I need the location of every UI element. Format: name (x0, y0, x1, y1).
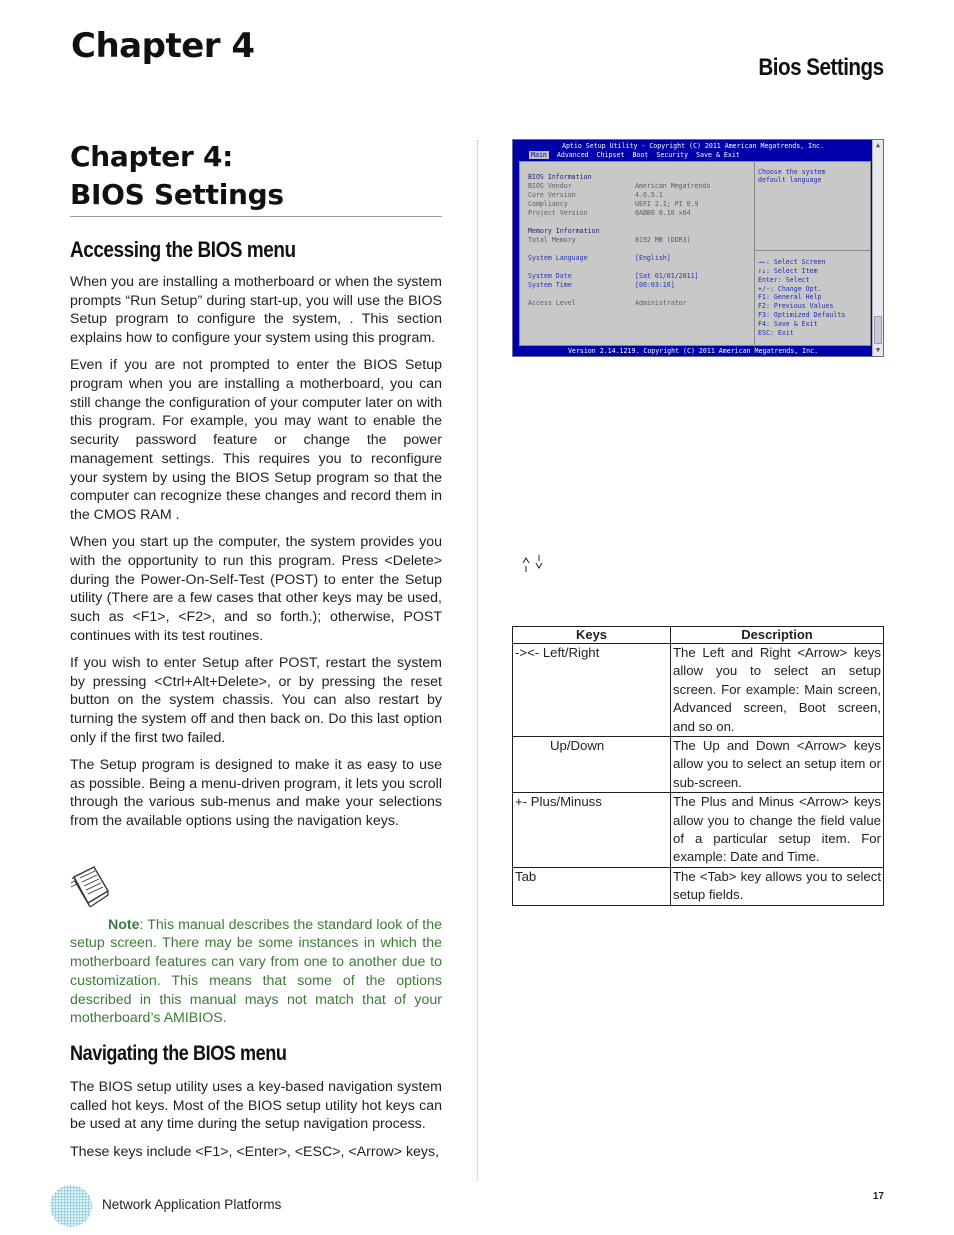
scroll-down-icon: ▼ (875, 346, 881, 354)
table-cell-key: +- Plus/Minuss (513, 793, 671, 868)
heading-accessing-bios: Accessing the BIOS menu (70, 237, 296, 262)
scroll-up-icon: ▲ (875, 141, 881, 149)
chapter-header: Chapter 4 (71, 26, 255, 66)
bios-footer: Version 2.14.1219. Copyright (C) 2011 American Megatrends, Inc. (567, 347, 819, 355)
table-row (513, 644, 884, 737)
bios-setting-label: Access Level (528, 299, 576, 307)
paragraph: If you wish to enter Setup after POST, restart the system by pressing <Ctrl+Alt+Delete>, or by pressing the reset button on the system chassis. You can also restart by turning the system off and then back on. Do this last option only if the first two failed. (70, 654, 442, 746)
bios-menu-advanced: Advanced (556, 151, 589, 159)
table-header-description: Description (671, 627, 884, 644)
bios-setting-label: System Time (528, 281, 572, 289)
bios-setting-value: [Sat 01/01/2011] (635, 272, 699, 280)
keys-table (512, 626, 884, 906)
table-cell-description: The Up and Down <Arrow> keys allow you to select an setup item or sub-screen. (671, 737, 884, 793)
bios-setting-label: System Date (528, 272, 572, 280)
paragraph: The Setup program is designed to make it as easy to use as possible. Being a menu-driven program, it lets you scroll through the various sub-menus and make your selections from the available options using the navigation keys. (70, 756, 442, 829)
up-down-arrows-icon (521, 553, 547, 575)
table-cell-description: The Plus and Minus <Arrow> keys allow you to change the field value of a particular setup item. For example: Date and Time. (671, 793, 884, 868)
heading-navigating-bios: Navigating the BIOS menu (70, 1041, 287, 1065)
bios-help-line: Choose the system (758, 168, 826, 176)
bios-setting-label: BIOS Vendor (528, 182, 572, 190)
bios-menu-security: Security (656, 151, 689, 159)
table-cell-description: The <Tab> key allows you to select setup fields. (671, 867, 884, 905)
company-logo-icon (48, 1183, 94, 1229)
note-label: Note (108, 916, 140, 933)
bios-setting-label: Compliancy (528, 200, 568, 208)
table-header-row (513, 627, 884, 644)
bios-key-item: F4: Save & Exit (758, 319, 818, 328)
section-header: Bios Settings (758, 54, 884, 81)
bios-scrollbar (872, 140, 883, 356)
note-icon (70, 865, 110, 909)
bios-setting-label: Core Version (528, 191, 576, 199)
bios-setting-value: American Megatrends (635, 182, 711, 190)
bios-key-legend (758, 258, 870, 338)
paragraph: The BIOS setup utility uses a key-based navigation system called hot keys. Most of the BIOS setup utility hot keys can be used at any time during the setup navigation process. (70, 1078, 442, 1133)
bios-title: Aptio Setup Utility - Copyright (C) 2011 American Megatrends, Inc. (561, 142, 824, 150)
bios-help-text (758, 168, 868, 184)
bios-screenshot (512, 139, 884, 357)
bios-setting-value: [00:03:16] (635, 281, 675, 289)
note-text (70, 916, 442, 1028)
bios-key-item: ESC: Exit (758, 328, 794, 337)
bios-setting-label: System Language (528, 254, 588, 262)
table-header-keys: Keys (513, 627, 671, 644)
note-body: : This manual describes the standard look of the setup screen. There may be some instances in which the motherboard features can vary from one to another due to customization. This means that some of the options described in this manual mays not match that of your motherboard’s AMIBIOS. (70, 916, 442, 1027)
bios-key-item: F1: General Help (758, 293, 822, 302)
paragraph: When you start up the computer, the system provides you with the opportunity to run this program. Press <Delete> during the Power-On-Self-Test (POST) to enter the Setup utility (There are a few cases that other keys may be used, such as <F1>, <F2>, and so forth.); otherwise, POST continues with its test routines. (70, 534, 442, 644)
bios-setting-value: 0ABB0 0.10 x64 (635, 209, 691, 217)
bios-key-item: F2: Previous Values (758, 302, 834, 311)
scroll-thumb (874, 316, 882, 344)
column-divider (477, 140, 478, 1180)
bios-setting-value: 8192 MB (DDR3) (635, 236, 691, 244)
note-box (70, 865, 442, 1028)
table-cell-key: -><- Left/Right (513, 644, 671, 737)
bios-setting-label: Memory Information (528, 227, 600, 235)
bios-menu-bar (529, 151, 740, 159)
bios-key-item: F3: Optimized Defaults (758, 311, 846, 320)
table-row (513, 867, 884, 905)
bios-help-line: default language (758, 176, 822, 184)
table-row (513, 793, 884, 868)
bios-setting-value: Administrator (635, 299, 687, 307)
left-column (70, 138, 442, 1170)
chapter-title-line1: Chapter 4: (70, 140, 234, 173)
chapter-title-line2: BIOS Settings (70, 178, 284, 211)
paragraph: These keys include <F1>, <Enter>, <ESC>, <Arrow> keys, (70, 1143, 440, 1160)
bios-menu-main: Main (531, 151, 547, 159)
bios-setting-value: [English] (635, 254, 671, 262)
bios-setting-label: BIOS Information (528, 173, 592, 181)
table-cell-key: Tab (513, 867, 671, 905)
bios-key-item: ↑↓: Select Item (758, 266, 818, 275)
table-row (513, 737, 884, 793)
paragraph: Even if you are not prompted to enter the BIOS Setup program when you are installing a motherboard, you can still change the configuration of your computer later on with this program. For example, you may want to enable the security password feature or change the power management settings. This requires you to reconfigure your system by using the BIOS Setup program so that the computer can recognize these changes and record them in the CMOS RAM . (70, 357, 442, 523)
footer-brand: Network Application Platforms (102, 1197, 282, 1212)
table-cell-description: The Left and Right <Arrow> keys allow you to select an setup screen. For example: Main screen, Advanced screen, Boot screen, and so on. (671, 644, 884, 737)
paragraph: When you are installing a motherboard or when the system prompts “Run Setup” during start-up, you will use the BIOS Setup program to configure the system, . This section explains how to configure your system using this program. (70, 274, 442, 347)
bios-key-item: →←: Select Screen (758, 258, 826, 266)
bios-menu-save-exit: Save & Exit (696, 151, 740, 159)
page-number: 17 (872, 1191, 884, 1202)
chapter-title (70, 138, 442, 217)
bios-menu-boot: Boot (632, 151, 649, 159)
bios-setting-label: Total Memory (528, 236, 576, 244)
bios-separator (754, 162, 755, 347)
bios-help-divider (755, 250, 871, 251)
bios-key-item: +/-: Change Opt. (758, 284, 822, 293)
bios-setting-value: 4.6.5.1 (635, 191, 663, 199)
bios-key-item: Enter: Select (758, 275, 810, 284)
bios-menu-chipset: Chipset (596, 151, 625, 159)
bios-setting-value: UEFI 2.1; PI 0.9 (635, 200, 699, 208)
bios-setting-label: Project Version (528, 209, 588, 217)
bios-panel (519, 161, 871, 346)
table-cell-key: Up/Down (513, 737, 671, 793)
